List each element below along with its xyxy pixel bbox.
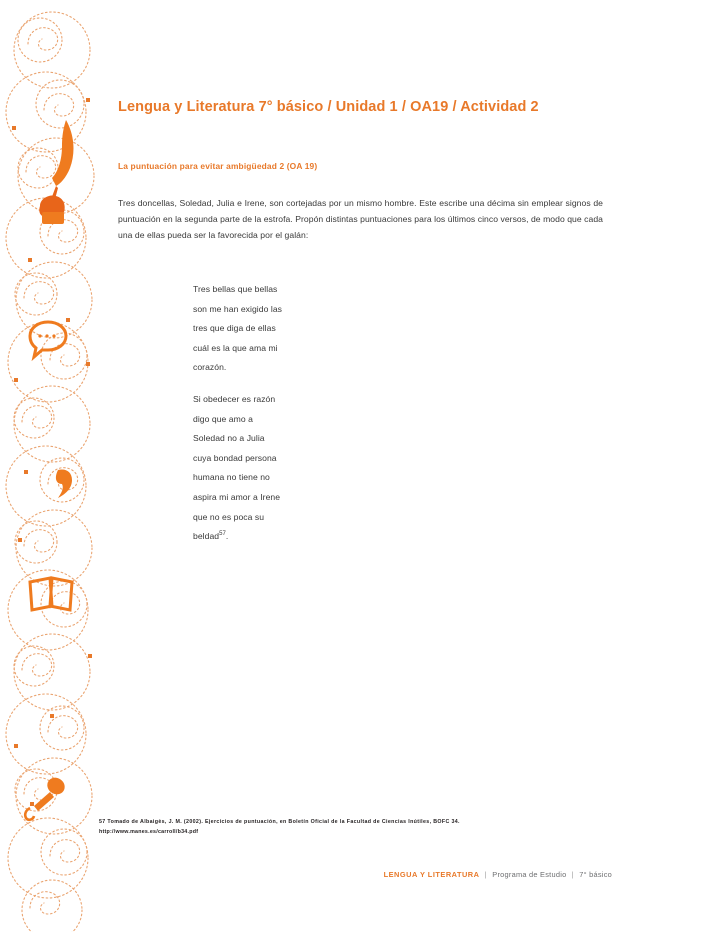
microphone-icon — [25, 774, 68, 819]
poem-line: aspira mi amor a Irene — [193, 491, 281, 502]
decorative-dots — [12, 98, 92, 806]
footnote-text: Tomado de Albaigès, J. M. (2002). Ejercicios de puntuación, en Boletín Oficial de la Facultad de Ciencias Inútiles, BOFC 34. — [107, 819, 460, 825]
poem-last-word: beldad — [193, 531, 220, 542]
decorative-swirls — [0, 0, 108, 932]
footer-level: 7° básico — [579, 870, 612, 879]
open-book-icon — [30, 578, 72, 610]
poem-line: cuál es la que ama mi — [193, 342, 278, 353]
page-footer — [118, 869, 612, 881]
comma-icon — [56, 469, 72, 498]
footer-brand: LENGUA Y LITERATURA — [383, 870, 480, 879]
footer-separator: | — [571, 870, 574, 879]
poem-line: que no es poca su — [193, 511, 265, 522]
poem-line: son me han exigido las — [193, 303, 283, 314]
footnote-url[interactable]: http://www.manes.es/carroll/b34.pdf — [99, 828, 199, 835]
footnote — [99, 818, 613, 837]
inkwell-icon — [39, 195, 64, 224]
poem-line: digo que amo a — [193, 413, 253, 424]
poem-line: corazón. — [193, 362, 227, 373]
poem-stanza-1 — [193, 280, 353, 378]
activity-instructions: Tres doncellas, Soledad, Julia e Irene, son cortejadas por un mismo hombre. Este escribe una décima sin emplear signos de puntuación en la segunda parte de la estrofa. Propón distintas puntuaciones para los últimos cinco versos, de modo que cada una de ellas pueda ser la favorecida por el galán: — [118, 197, 603, 240]
poem-line: Soledad no a Julia — [193, 433, 265, 444]
footer-separator: | — [484, 870, 487, 879]
footnote-number: 57 — [99, 819, 106, 825]
poem-line: humana no tiene no — [193, 472, 270, 483]
poem-line: Tres bellas que bellas — [193, 284, 278, 294]
poem-line: Si obedecer es razón — [193, 394, 276, 404]
quill-pen-icon — [50, 120, 73, 203]
poem-stanza-2 — [193, 390, 353, 547]
poem-line: tres que diga de ellas — [193, 323, 276, 334]
decorative-margin — [0, 0, 108, 932]
activity-subtitle: La puntuación para evitar ambigüedad 2 (OA 19) — [118, 160, 318, 171]
page-title: Lengua y Literatura 7° básico / Unidad 1 / OA19 / Actividad 2 — [118, 98, 539, 115]
footer-program: Programa de Estudio — [492, 870, 567, 879]
speech-bubble-icon — [30, 322, 66, 357]
poem-line: cuya bondad persona — [193, 452, 277, 463]
footnote-marker: 57 — [219, 531, 226, 538]
poem-line-final: beldad$^{57}$. — [193, 531, 229, 542]
